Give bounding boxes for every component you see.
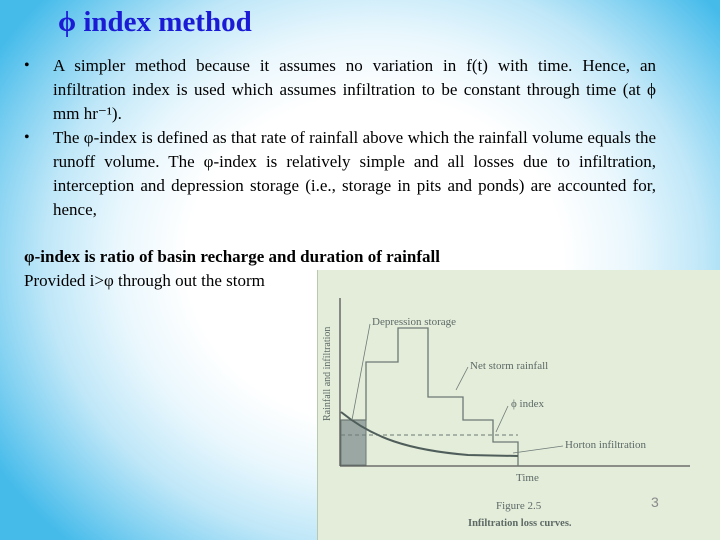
depression-label: Depression storage — [372, 316, 457, 328]
horton-leader — [513, 446, 563, 453]
bullet-text-1: A simpler method because it assumes no variation in f(t) with time. Hence, an infiltration index is used which assumes infiltration to be constant through time (at ϕ mm hr⁻¹). — [53, 56, 656, 123]
infiltration-figure — [317, 270, 720, 540]
note-line-1: φ-index is ratio of basin recharge and duration of rainfall — [24, 247, 440, 266]
bullet-text-2: The φ-index is defined as that rate of rainfall above which the rainfall volume equals the runoff volume. The φ-index is relatively simple and all losses due to infiltration, interception and depression storage (i.e., storage in pits and ponds) are accounted for, hence, — [53, 128, 656, 219]
x-axis-label: Time — [516, 472, 539, 484]
figure-number: Figure 2.5 — [496, 500, 542, 512]
bullet-dot-icon: • — [24, 129, 30, 146]
page-number: 3 — [651, 494, 659, 510]
horton-label: Horton infiltration — [565, 439, 646, 451]
y-axis-label: Rainfall and infiltration — [322, 326, 333, 421]
horton-infiltration-curve — [341, 412, 518, 456]
net-rainfall-label: Net storm rainfall — [470, 360, 549, 372]
bullet-item — [24, 54, 656, 126]
rainfall-hyetograph — [341, 328, 518, 466]
infiltration-diagram — [318, 270, 720, 540]
bullet-item — [24, 126, 656, 222]
figure-caption: Infiltration loss curves. — [468, 518, 572, 529]
note-line-2: Provided i>φ through out the storm — [24, 271, 265, 290]
phi-leader — [496, 406, 508, 432]
depression-leader — [352, 324, 370, 420]
phi-index-label: ϕ index — [511, 398, 544, 410]
bullet-list — [24, 54, 656, 222]
bullet-dot-icon: • — [24, 57, 30, 74]
net-rainfall-leader — [456, 367, 468, 390]
slide-title: ϕ index method — [58, 6, 252, 38]
